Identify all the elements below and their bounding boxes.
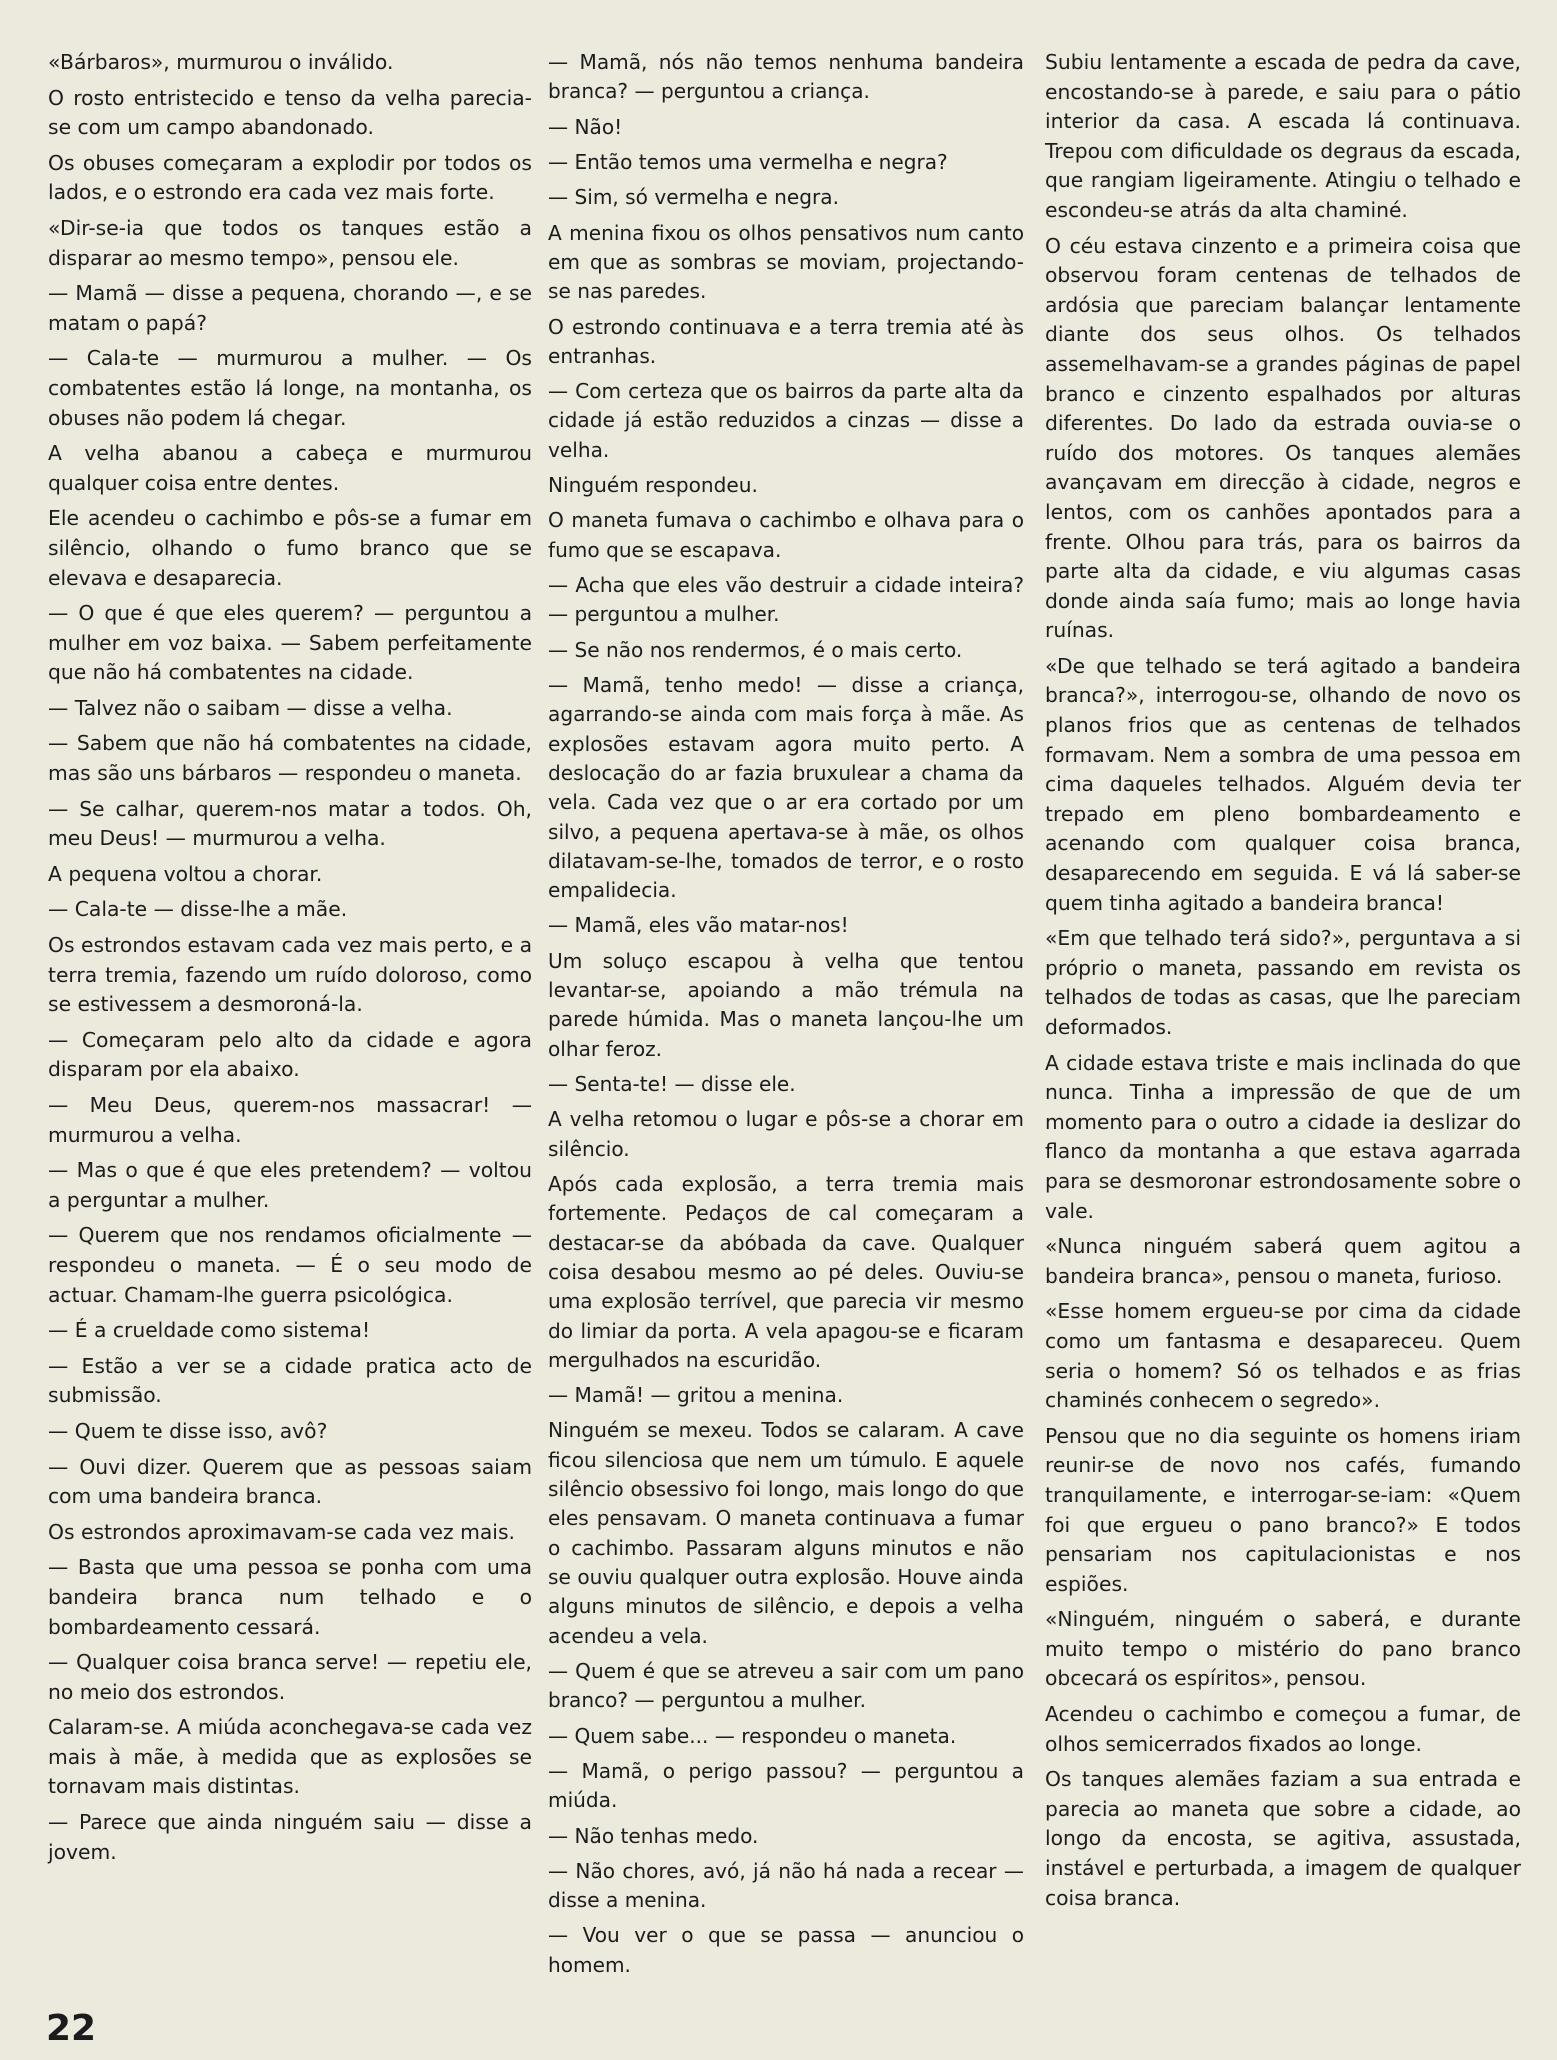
- paragraph: — Meu Deus, querem-nos massacrar! — murmurou a velha.: [48, 1093, 532, 1147]
- paragraph: — Basta que uma pessoa se ponha com uma bandeira branca num telhado e o bombardeamento cessará.: [48, 1555, 532, 1639]
- paragraph: Ele acendeu o cachimbo e pôs-se a fumar em silêncio, olhando o fumo branco que se elevava e desaparecia.: [48, 506, 532, 590]
- paragraph: — Cala-te — disse-lhe a mãe.: [48, 897, 348, 922]
- paragraph: Os estrondos aproximavam-se cada vez mais.: [48, 1519, 515, 1544]
- paragraph: Acendeu o cachimbo e começou a fumar, de olhos semicerrados fixados ao longe.: [1045, 1702, 1521, 1756]
- paragraph: «Em que telhado terá sido?», perguntava a si próprio o maneta, passando em revista os telhados de todas as casas, que lhe pareciam deformados.: [1045, 926, 1521, 1039]
- paragraph: — Querem que nos rendamos oficialmente — respondeu o maneta. — É o seu modo de actuar. Chamam-lhe guerra psicológica.: [48, 1223, 532, 1307]
- paragraph: Os estrondos estavam cada vez mais perto, e a terra tremia, fazendo um ruído doloroso, como se estivessem a desmoroná-la.: [48, 933, 532, 1017]
- paragraph: — Começaram pelo alto da cidade e agora disparam por ela abaixo.: [48, 1027, 532, 1082]
- paragraph: — Mamã — disse a pequena, chorando —, e se matam o papá?: [48, 281, 532, 335]
- paragraph: «Bárbaros», murmurou o inválido.: [48, 50, 394, 74]
- paragraph: — Quem te disse isso, avô?: [48, 1418, 328, 1443]
- paragraph: — Sim, só vermelha e negra.: [548, 185, 839, 210]
- paragraph: — Quem é que se atreveu a sair com um pano branco? — perguntou a mulher.: [548, 1658, 1024, 1713]
- paragraph: A velha abanou a cabeça e murmurou qualquer coisa entre dentes.: [48, 441, 532, 495]
- paragraph: — Parece que ainda ninguém saiu — disse a jovem.: [48, 1810, 532, 1864]
- paragraph: — Mamã, o perigo passou? — perguntou a miúda.: [548, 1758, 1024, 1813]
- paragraph: — Cala-te — murmurou a mulher. — Os combatentes estão lá longe, na montanha, os obuses não podem lá chegar.: [48, 346, 532, 430]
- paragraph: O rosto entristecido e tenso da velha parecia-se com um campo abandonado.: [48, 85, 532, 140]
- paragraph: — Ouvi dizer. Querem que as pessoas saiam com uma bandeira branca.: [48, 1454, 532, 1509]
- paragraph: — Então temos uma vermelha e negra?: [548, 149, 948, 174]
- paragraph: — Se não nos rendermos, é o mais certo.: [548, 637, 963, 662]
- paragraph: «Esse homem ergueu-se por cima da cidade como um fantasma e desapareceu. Quem seria o homem? Só os telhados e as frias chaminés conhecem o segredo».: [1045, 1299, 1521, 1413]
- paragraph: Calaram-se. A miúda aconchegava-se cada vez mais à mãe, à medida que as explosões se tornavam mais distintas.: [48, 1715, 532, 1799]
- paragraph: O céu estava cinzento e a primeira coisa que observou foram centenas de telhados de ardósia que pareciam balançar lentamente diante dos seus olhos. Os telhados assemelhavam-se a grandes páginas de papel branco e cinzento espalhados por alturas diferentes. Do lado da estrada ouvia-se o ruído dos motores. Os tanques alemães avançavam em direcção à cidade, negros e lentos, com os canhões apontados para a frente. Olhou para trás, para os bairros da parte alta da cidade, e viu algumas casas donde ainda saía fumo; mais ao longe havia ruínas.: [1045, 233, 1521, 643]
- paragraph: — É a crueldade como sistema!: [48, 1318, 371, 1343]
- paragraph: Os obuses começaram a explodir por todos os lados, e o estrondo era cada vez mais forte.: [48, 150, 532, 205]
- paragraph: — Estão a ver se a cidade pratica acto de submissão.: [48, 1353, 532, 1408]
- page-number: 22: [46, 2008, 97, 2049]
- text-column-3: [1045, 48, 1521, 1919]
- paragraph: — Mas o que é que eles pretendem? — voltou a perguntar a mulher.: [48, 1158, 532, 1212]
- paragraph: — Mamã! — gritou a menina.: [548, 1383, 844, 1408]
- paragraph: — Acha que eles vão destruir a cidade inteira? — perguntou a mulher.: [548, 573, 1024, 627]
- paragraph: — Senta-te! — disse ele.: [548, 1072, 796, 1096]
- paragraph: — Não!: [548, 114, 623, 139]
- paragraph: Ninguém se mexeu. Todos se calaram. A cave ficou silenciosa que nem um túmulo. E aquele silêncio obsessivo foi longo, mais longo do que eles pensavam. O maneta continuava a fumar o cachimbo. Passaram alguns minutos e não se ouviu qualquer outra explosão. Houve ainda alguns minutos de silêncio, e depois a velha acendeu a vela.: [548, 1418, 1024, 1648]
- paragraph: O maneta fumava o cachimbo e olhava para o fumo que se escapava.: [548, 508, 1024, 562]
- paragraph: — Mamã, nós não temos nenhuma bandeira branca? — perguntou a criança.: [548, 50, 1024, 104]
- text-column-1: [48, 48, 532, 1873]
- paragraph: «Nunca ninguém saberá quem agitou a bandeira branca», pensou o maneta, furioso.: [1045, 1234, 1521, 1288]
- paragraph: — Mamã, tenho medo! — disse a criança, agarrando-se ainda com mais força à mãe. As explosões estavam agora muito perto. A deslocação do ar fazia bruxulear a chama da vela. Cada vez que o ar era cortado por um silvo, a pequena apertava-se à mãe, os olhos dilatavam-se-lhe, tomados de terror, e o rosto empalidecia.: [548, 672, 1024, 903]
- paragraph: «Dir-se-ia que todos os tanques estão a disparar ao mesmo tempo», pensou ele.: [48, 215, 532, 270]
- text-column-2: [548, 48, 1024, 1986]
- paragraph: — Quem sabe... — respondeu o maneta.: [548, 1723, 957, 1748]
- paragraph: — Não chores, avó, já não há nada a recear — disse a menina.: [548, 1858, 1024, 1913]
- paragraph: — Sabem que não há combatentes na cidade, mas são uns bárbaros — respondeu o maneta.: [48, 731, 532, 786]
- paragraph: O estrondo continuava e a terra tremia até às entranhas.: [548, 314, 1024, 368]
- paragraph: «Ninguém, ninguém o saberá, e durante muito tempo o mistério do pano branco obcecará os espíritos», pensou.: [1045, 1607, 1521, 1691]
- paragraph: Os tanques alemães faziam a sua entrada e parecia ao maneta que sobre a cidade, ao longo da encosta, se agitiva, assustada, instável e perturbada, a imagem de qualquer coisa branca.: [1045, 1767, 1521, 1910]
- paragraph: — Se calhar, querem-nos matar a todos. Oh, meu Deus! — murmurou a velha.: [48, 796, 532, 851]
- paragraph: — Vou ver o que se passa — anunciou o homem.: [548, 1923, 1024, 1977]
- paragraph: A cidade estava triste e mais inclinada do que nunca. Tinha a impressão de que de um momento para o outro a cidade ia deslizar do flanco da montanha a que estava agarrada para se desmoronar estrondosamente sobre o vale.: [1045, 1050, 1521, 1223]
- paragraph: — Qualquer coisa branca serve! — repetiu ele, no meio dos estrondos.: [48, 1650, 532, 1704]
- paragraph: A menina fixou os olhos pensativos num canto em que as sombras se moviam, projectando-se nas paredes.: [548, 220, 1024, 304]
- paragraph: Pensou que no dia seguinte os homens iriam reunir-se de novo nos cafés, fumando tranquilamente, e interrogar-se-iam: «Quem foi que ergueu o pano branco?» E todos pensariam nos capitulacionistas e nos espiões.: [1045, 1423, 1521, 1596]
- paragraph: «De que telhado se terá agitado a bandeira branca?», interrogou-se, olhando de novo os planos frios que as centenas de telhados formavam. Nem a sombra de uma pessoa em cima daqueles telhados. Alguém devia ter trepado em pleno bombardeamento e acenando com qualquer coisa branca, desaparecendo em seguida. E vá lá saber-se quem tinha agitado a bandeira branca!: [1045, 653, 1521, 915]
- paragraph: A pequena voltou a chorar.: [48, 861, 323, 886]
- paragraph: Ninguém respondeu.: [548, 473, 758, 498]
- paragraph: — Não tenhas medo.: [548, 1823, 759, 1848]
- paragraph: — Mamã, eles vão matar-nos!: [548, 913, 849, 938]
- paragraph: — Talvez não o saibam — disse a velha.: [48, 695, 453, 720]
- paragraph: A velha retomou o lugar e pôs-se a chorar em silêncio.: [548, 1107, 1024, 1161]
- paragraph: Após cada explosão, a terra tremia mais fortemente. Pedaços de cal começaram a destacar-se da abóbada da cave. Qualquer coisa desabou mesmo ao pé deles. Ouviu-se uma explosão terrível, que parecia vir mesmo do limiar da porta. A vela apagou-se e ficaram mergulhados na escuridão.: [548, 1171, 1024, 1372]
- paragraph: Um soluço escapou à velha que tentou levantar-se, apoiando a mão trémula na parede húmida. Mas o maneta lançou-lhe um olhar feroz.: [548, 948, 1024, 1061]
- paragraph: — O que é que eles querem? — perguntou a mulher em voz baixa. — Sabem perfeitamente que não há combatentes na cidade.: [48, 601, 532, 685]
- paragraph: — Com certeza que os bairros da parte alta da cidade já estão reduzidos a cinzas — disse a velha.: [548, 379, 1024, 462]
- paragraph: Subiu lentamente a escada de pedra da cave, encostando-se à parede, e saiu para o pátio interior da casa. A escada lá continuava. Trepou com dificuldade os degraus da escada, que rangiam ligeiramente. Atingiu o telhado e escondeu-se atrás da alta chaminé.: [1045, 50, 1521, 222]
